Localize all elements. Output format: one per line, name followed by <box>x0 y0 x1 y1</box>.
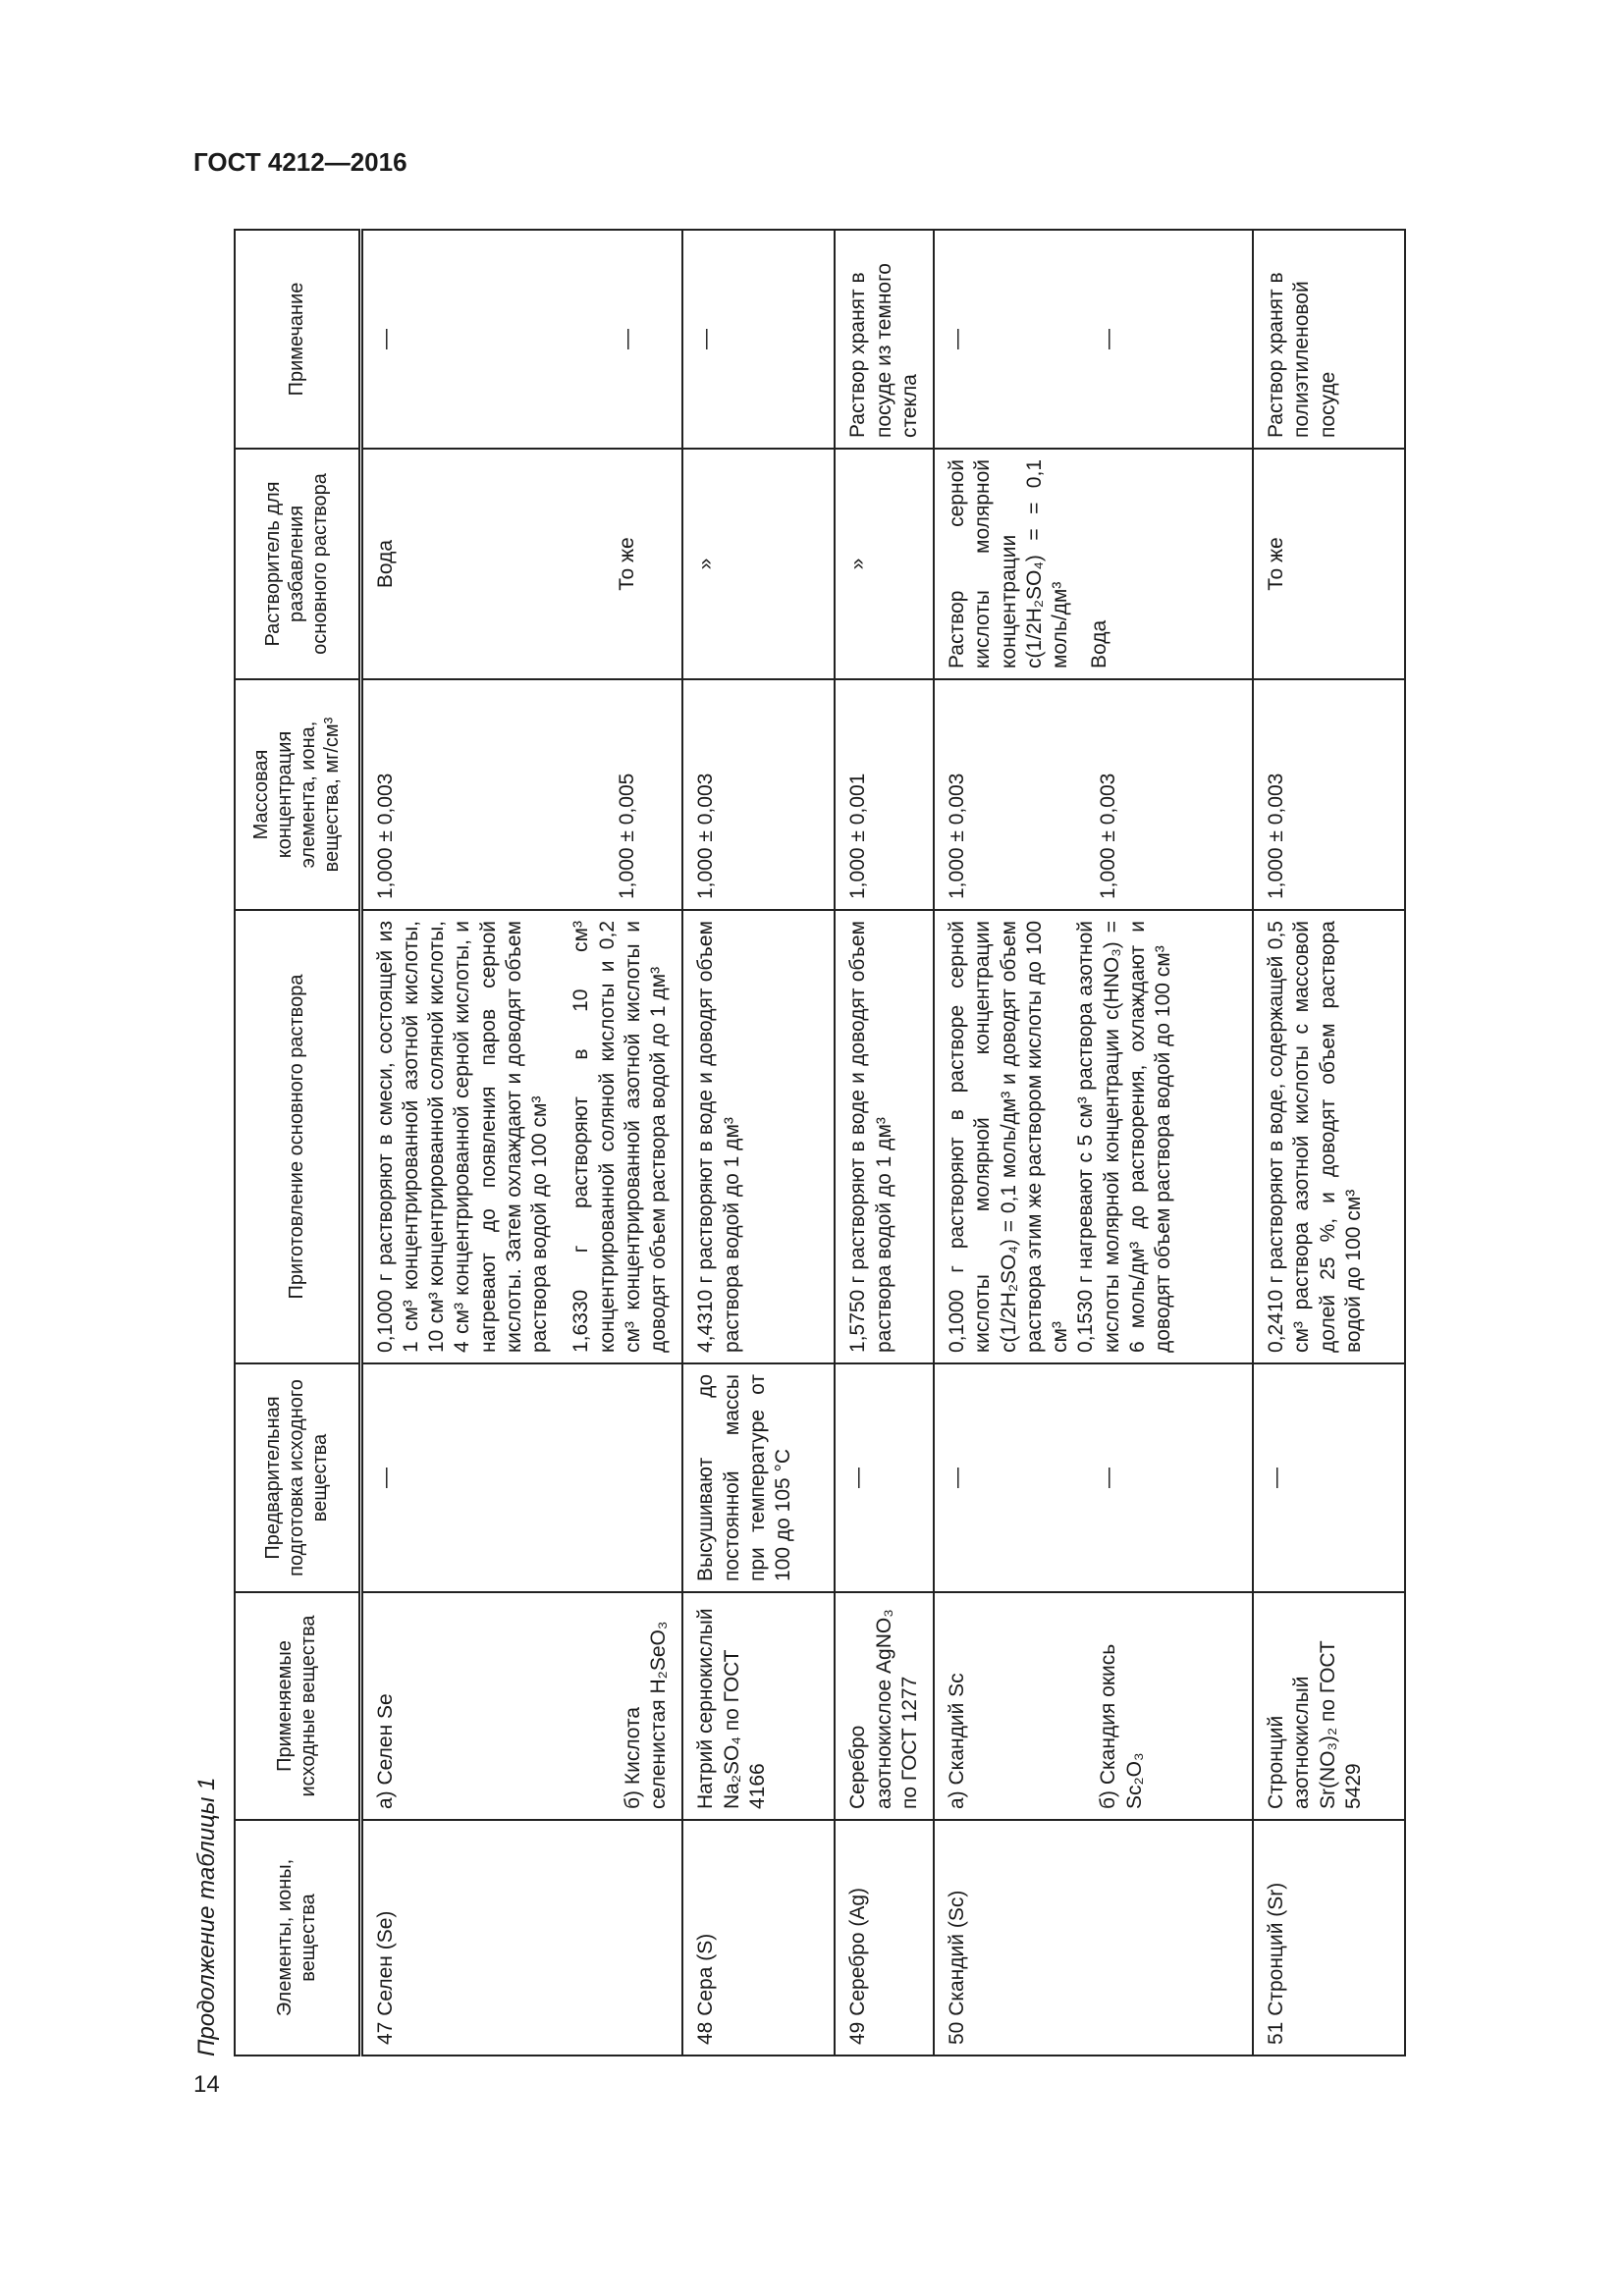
solvent-cell: » <box>682 449 835 679</box>
table-caption: Продолжение таблицы 1 <box>193 1777 220 2056</box>
note-a: — <box>946 329 968 349</box>
source-cell: Серебро азотнокислое AgNO₃ по ГОСТ 1277 <box>835 1592 934 1820</box>
column-header: Растворитель для разбавления основного раствора <box>235 449 360 679</box>
prep-cell: — <box>835 1363 934 1592</box>
solution-cell: 1,5750 г растворяют в воде и доводят объем раствора водой до 1 дм³ <box>835 910 934 1363</box>
column-header: Предварительная подготовка исходного вещества <box>235 1363 360 1592</box>
concentration-a: 1,000 ± 0,003 <box>946 773 968 899</box>
source-a: а) Скандий Sc <box>946 1673 968 1809</box>
solution-cell <box>360 910 682 1363</box>
element-cell: 50 Скандий (Sc) <box>934 1820 1253 2056</box>
source-a: а) Селен Se <box>373 1693 397 1809</box>
concentration-cell: 1,000 ± 0,003 <box>682 679 835 910</box>
solution-a: 0,1000 г растворяют в растворе серной кислоты молярной концентрации с(1/2H₂SO₄) = 0,1 моль/дм³ и доводят объем раствора этим же раствором кислоты до 100 см³ <box>946 921 1071 1353</box>
column-header: Приготовление основного раствора <box>235 910 360 1363</box>
table-row <box>934 230 1253 2056</box>
source-cell: Натрий сернокислый Na₂SO₄ по ГОСТ 4166 <box>682 1592 835 1820</box>
page-number: 14 <box>193 2071 220 2098</box>
prep-cell <box>934 1363 1253 1592</box>
solution-cell: 4,4310 г растворяют в воде и доводят объем раствора водой до 1 дм³ <box>682 910 835 1363</box>
solvent-cell: » <box>835 449 934 679</box>
source-cell: Стронций азотнокислый Sr(NO₃)₂ по ГОСТ 5429 <box>1253 1592 1405 1820</box>
source-cell <box>934 1592 1253 1820</box>
solvent-b: Вода <box>1088 619 1111 668</box>
note-a: — <box>373 329 397 349</box>
concentration-cell <box>934 679 1253 910</box>
column-header: Применяемые исходные вещества <box>235 1592 360 1820</box>
prep-cell: Высушивают до постоянной массы при температуре от 100 до 105 °С <box>682 1363 835 1592</box>
solvent-a: Вода <box>373 539 397 589</box>
table-header-row <box>235 230 360 2056</box>
note-cell: — <box>682 230 835 449</box>
solvent-cell: То же <box>1253 449 1405 679</box>
solvent-a: Раствор серной кислоты молярной концентрации с(1/2H₂SO₄) = = 0,1 моль/дм³ <box>946 459 1071 668</box>
concentration-cell: 1,000 ± 0,003 <box>1253 679 1405 910</box>
element-cell: 47 Селен (Se) <box>360 1820 682 2056</box>
solvent-cell <box>360 449 682 679</box>
table-row <box>835 230 934 2056</box>
note-cell: Раствор хранят в посуде из темного стекла <box>835 230 934 449</box>
concentration-a: 1,000 ± 0,003 <box>373 773 397 899</box>
solution-b: 0,1530 г нагревают с 5 см³ раствора азотной кислоты молярной концентрации с(HNO₃) = 6 моль/дм³ до растворения, охлаждают и доводят объем раствора водой до 100 см³ <box>1074 921 1174 1353</box>
source-cell <box>360 1592 682 1820</box>
element-cell: 48 Сера (S) <box>682 1820 835 2056</box>
solution-b: 1,6330 г растворяют в 10 см³ концентрированной соляной кислоты и 0,2 см³ концентрированной азотной кислоты и доводят объем раствора водой до 1 дм³ <box>569 921 670 1353</box>
element-cell: 49 Серебро (Ag) <box>835 1820 934 2056</box>
prep-a: — <box>946 1468 968 1488</box>
source-b: б) Скандия окись Sc₂O₃ <box>1097 1643 1146 1809</box>
concentration-b: 1,000 ± 0,003 <box>1097 773 1120 899</box>
rotated-table-container <box>234 231 1505 2056</box>
solution-a: 0,1000 г растворяют в смеси, состоящей из 1 см³ концентрированной азотной кислоты, 10 см³ концентрированной соляной кислоты, 4 см³ концентрированной серной кислоты, и нагревают до появления паров серной кислоты. Затем охлаждают и доводят объем раствора водой до 100 см³ <box>373 921 551 1353</box>
note-cell: Раствор хранят в полиэтиленовой посуде <box>1253 230 1405 449</box>
note-cell <box>360 230 682 449</box>
column-header: Примечание <box>235 230 360 449</box>
solution-cell <box>934 910 1253 1363</box>
column-header: Элементы, ионы, вещества <box>235 1820 360 2056</box>
table-row <box>682 230 835 2056</box>
table-row <box>1253 230 1405 2056</box>
note-cell <box>934 230 1253 449</box>
solvent-b: То же <box>615 537 638 591</box>
prep-cell: — <box>360 1363 682 1592</box>
prep-b: — <box>1097 1468 1120 1488</box>
note-b: — <box>615 329 638 349</box>
concentration-cell: 1,000 ± 0,001 <box>835 679 934 910</box>
note-b: — <box>1097 329 1120 349</box>
concentration-cell <box>360 679 682 910</box>
column-header: Массовая концентрация элемента, иона, вещества, мг/см³ <box>235 679 360 910</box>
solution-cell: 0,2410 г растворяют в воде, содержащей 0,5 см³ раствора азотной кислоты с массовой долей 25 %, и доводят объем раствора водой до 100 см³ <box>1253 910 1405 1363</box>
element-cell: 51 Стронций (Sr) <box>1253 1820 1405 2056</box>
document-header: ГОСТ 4212—2016 <box>193 147 407 177</box>
prep-cell: — <box>1253 1363 1405 1592</box>
table-row <box>360 230 682 2056</box>
source-b: б) Кислота селенистая H₂SeO₃ <box>621 1621 670 1809</box>
reference-solutions-table <box>234 229 1406 2056</box>
solvent-cell <box>934 449 1253 679</box>
concentration-b: 1,000 ± 0,005 <box>615 773 638 899</box>
